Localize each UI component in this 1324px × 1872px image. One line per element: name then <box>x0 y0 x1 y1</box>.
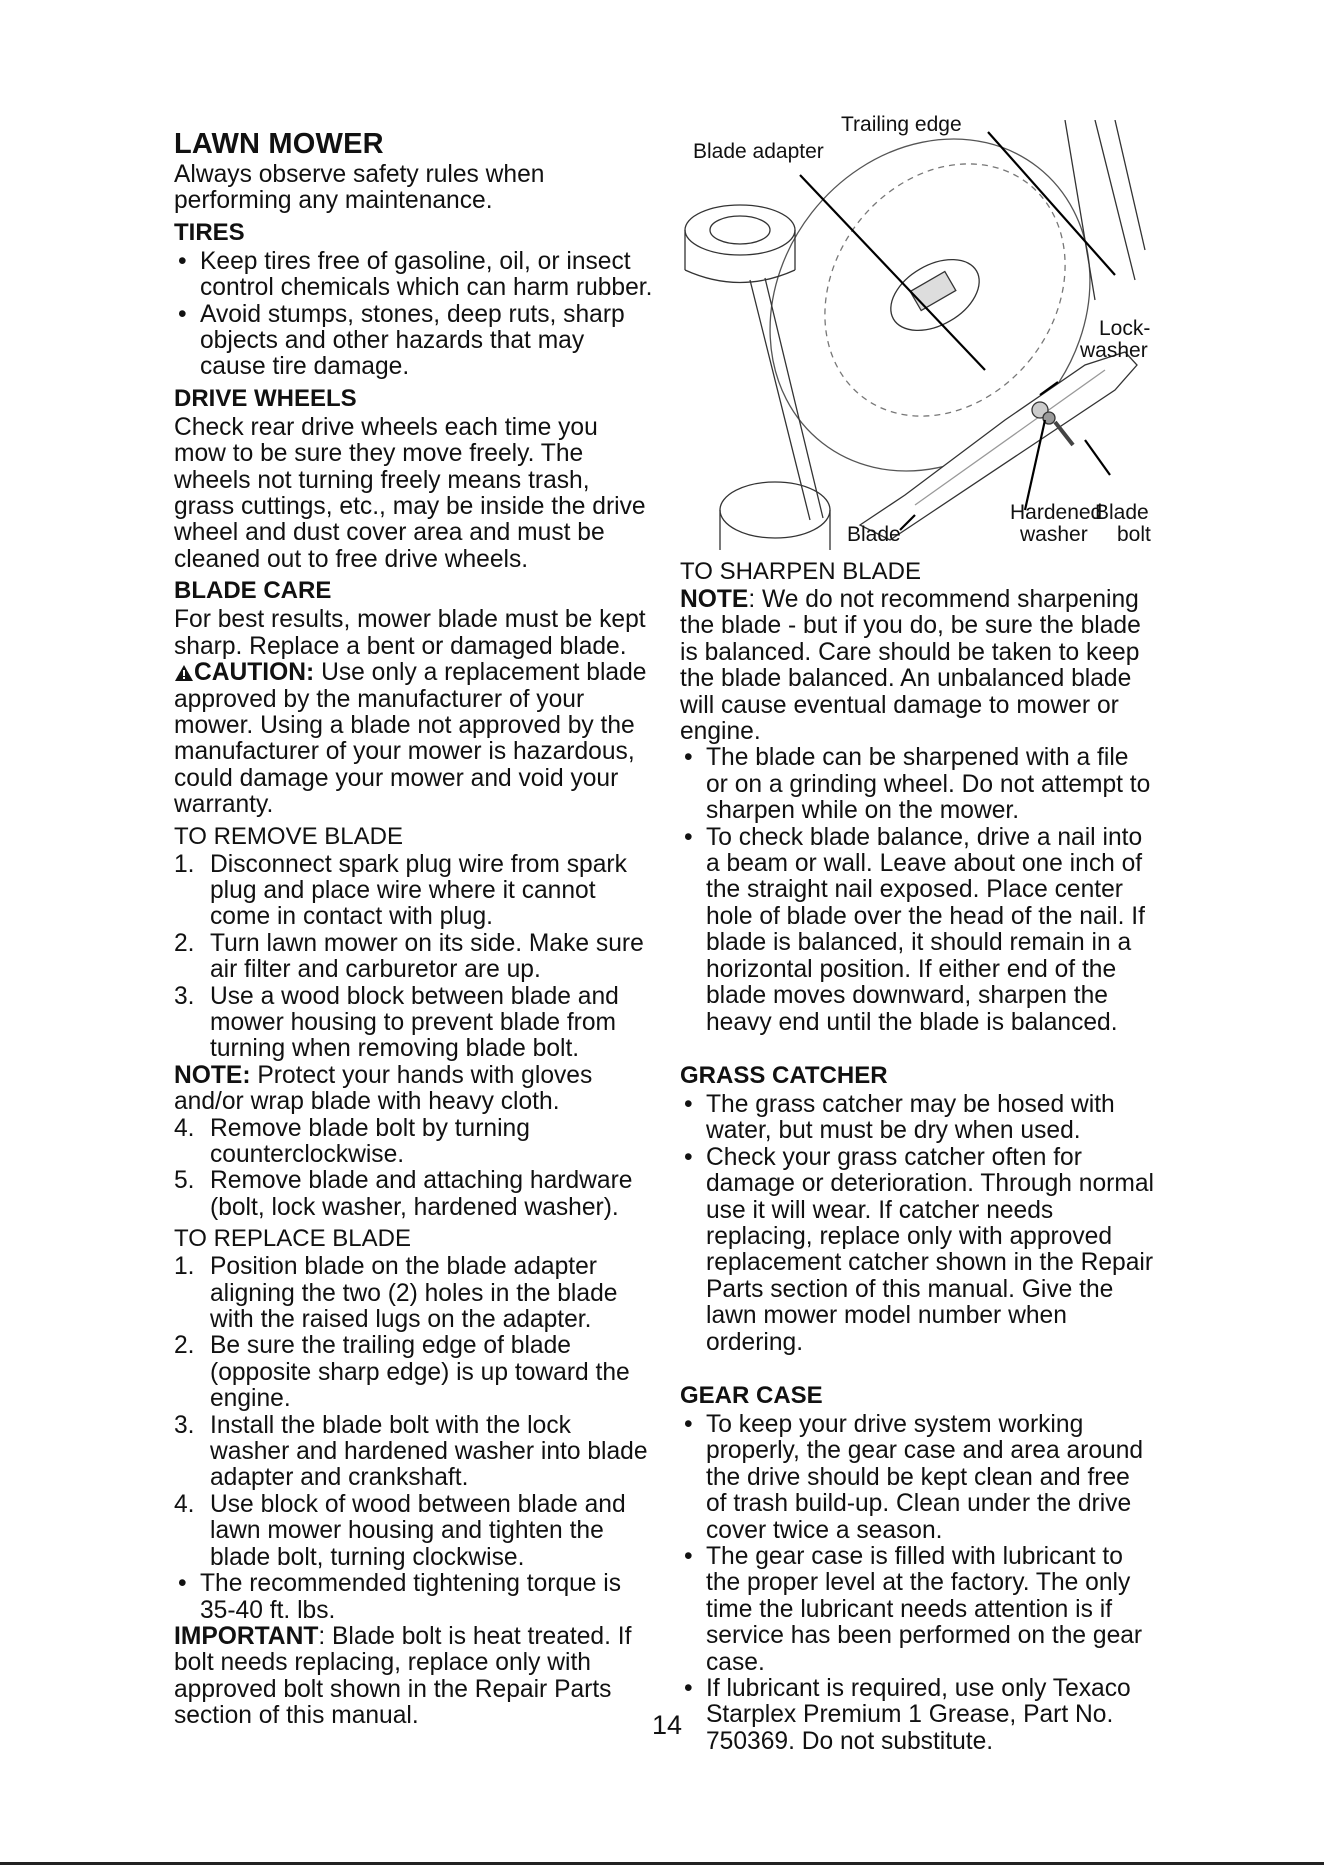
drive-wheels-heading: DRIVE WHEELS <box>174 384 357 412</box>
sharpen-note-text: NOTE: We do not recommend sharpening the blade - but if you do, be sure the blade is balanced. Care should be taken to keep the blade balanced. An unbalanced blade will cause eventual damage to mower or engine. <box>680 586 1141 746</box>
list-item: • Avoid stumps, stones, deep ruts, sharp objects and other hazards that may cause tire damage. <box>178 300 625 381</box>
label-blade: Blade <box>847 523 901 546</box>
page-title: LAWN MOWER <box>174 128 384 160</box>
note-label: NOTE: <box>174 1061 251 1089</box>
important-label: IMPORTANT <box>174 1622 319 1650</box>
blade-care-heading: BLADE CARE <box>174 577 332 605</box>
remove-steps-continued <box>174 1116 654 1222</box>
list-item: 3. Install the blade bolt with the lock washer and hardened washer into blade adapter and crankshaft. <box>174 1411 648 1492</box>
list-item: 3. Use a wood block between blade and mower housing to prevent blade from turning when removing blade bolt. <box>174 982 619 1063</box>
caution-label: CAUTION: <box>194 659 315 687</box>
list-item: • The blade can be sharpened with a file or on a grinding wheel. Do not attempt to sharpen while on the mower. <box>684 744 1151 825</box>
list-item: • To check blade balance, drive a nail into a beam or wall. Leave about one inch of the straight nail exposed. Place center hole of blade over the head of the nail. If blade is balanced, it should remain in a horizontal position. If either end of the blade moves downward, sharpen the heavy end until the blade is balanced. <box>684 823 1145 1036</box>
list-item: 1. Position blade on the blade adapter aligning the two (2) holes in the blade with the raised lugs on the adapter. <box>174 1253 618 1334</box>
tires-list <box>174 249 654 381</box>
label-lock-washer-1: Lock- <box>1099 317 1151 340</box>
torque-list <box>174 1571 654 1624</box>
bottom-divider <box>0 1862 1324 1865</box>
list-item: • Keep tires free of gasoline, oil, or insect control chemicals which can harm rubber. <box>178 247 653 302</box>
page-number: 14 <box>652 1710 683 1740</box>
sharpen-note-label: NOTE <box>680 586 749 613</box>
blade-assembly-illustration <box>675 120 1165 550</box>
label-blade-bolt-1: Blade <box>1095 501 1149 524</box>
list-item: • Check your grass catcher often for damage or deterioration. Through normal use it will wear. If catcher needs replacing, replace only with approved replacement catcher shown in the Repair Parts section of this manual. Give the lawn mower model number when ordering. <box>684 1143 1154 1356</box>
label-hardened-washer-1: Hardened <box>1010 501 1103 524</box>
remove-steps <box>174 852 654 1063</box>
drive-wheels-text: Check rear drive wheels each time you mow to be sure they move freely. The wheels not turning freely means trash, grass cuttings, etc., may be inside the drive wheel and dust cover area and must be cleaned out to free drive wheels. <box>174 413 646 573</box>
blade-care-text: For best results, mower blade must be kept sharp. Replace a bent or damaged blade. CAUTION: Use only a replacement blade approved by the manufacturer of your mower. Using a blade not approved by the manufacturer of your mower is hazardous, could damage your mower and void your warranty. <box>174 606 647 819</box>
important-text: IMPORTANT: Blade bolt is heat treated. If bolt needs replacing, replace only with approved bolt shown in the Repair Parts section of this manual. <box>174 1622 632 1730</box>
intro-text: Always observe safety rules when performing any maintenance. <box>174 161 545 215</box>
list-item: 4. Remove blade bolt by turning counterclockwise. <box>174 1114 530 1168</box>
label-hardened-washer-2: washer <box>1020 523 1088 546</box>
list-item: • The gear case is filled with lubricant to the proper level at the factory. The only time the lubricant needs attention is if service has been performed on the gear case. <box>684 1543 1143 1676</box>
list-item: 4. Use block of wood between blade and lawn mower housing and tighten the blade bolt, turning clockwise. <box>174 1490 626 1571</box>
list-item: • To keep your drive system working properly, the gear case and area around the drive should be kept clean and free of trash build-up. Clean under the drive cover twice a season. <box>684 1410 1144 1544</box>
gear-case-heading: GEAR CASE <box>680 1381 823 1409</box>
list-item: • The grass catcher may be hosed with water, but must be dry when used. <box>684 1090 1115 1145</box>
replace-blade-heading: TO REPLACE BLADE <box>174 1225 411 1253</box>
remove-blade-heading: TO REMOVE BLADE <box>174 822 403 850</box>
replace-steps <box>174 1254 654 1571</box>
sharpen-list <box>680 745 1155 1035</box>
list-item: 2. Turn lawn mower on its side. Make sure air filter and carburetor are up. <box>174 929 644 984</box>
left-column <box>174 128 654 1730</box>
sharpen-blade-heading: TO SHARPEN BLADE <box>680 558 921 585</box>
list-item: • If lubricant is required, use only Texaco Starplex Premium 1 Grease, Part No. 750369. Do not substitute. <box>684 1675 1131 1755</box>
tires-heading: TIRES <box>174 218 245 246</box>
right-column <box>680 558 1155 1755</box>
label-lock-washer-2: washer <box>1080 339 1148 362</box>
blade-assembly-diagram <box>675 113 1165 550</box>
list-item: 1. Disconnect spark plug wire from spark plug and place wire where it cannot come in contact with plug. <box>174 850 627 931</box>
label-blade-bolt-2: bolt <box>1117 523 1151 546</box>
gear-case-list <box>680 1412 1155 1755</box>
label-trailing-edge: Trailing edge <box>841 113 962 136</box>
caution-text: Use only a replacement blade approved by the manufacturer of your mower. Using a blade not approved by the manufacturer of your mower is hazardous, could damage your mower and void your warranty. <box>174 659 647 819</box>
warning-icon <box>174 662 194 680</box>
list-item: 5. Remove blade and attaching hardware (bolt, lock washer, hardened washer). <box>174 1167 633 1221</box>
list-item: 2. Be sure the trailing edge of blade (opposite sharp edge) is up toward the engine. <box>174 1332 630 1413</box>
label-blade-adapter: Blade adapter <box>693 140 824 163</box>
grass-catcher-heading: GRASS CATCHER <box>680 1061 888 1089</box>
note-text: NOTE: Protect your hands with gloves and/or wrap blade with heavy cloth. <box>174 1061 593 1116</box>
list-item: • The recommended tightening torque is 35-40 ft. lbs. <box>178 1570 622 1624</box>
grass-catcher-list <box>680 1092 1155 1356</box>
